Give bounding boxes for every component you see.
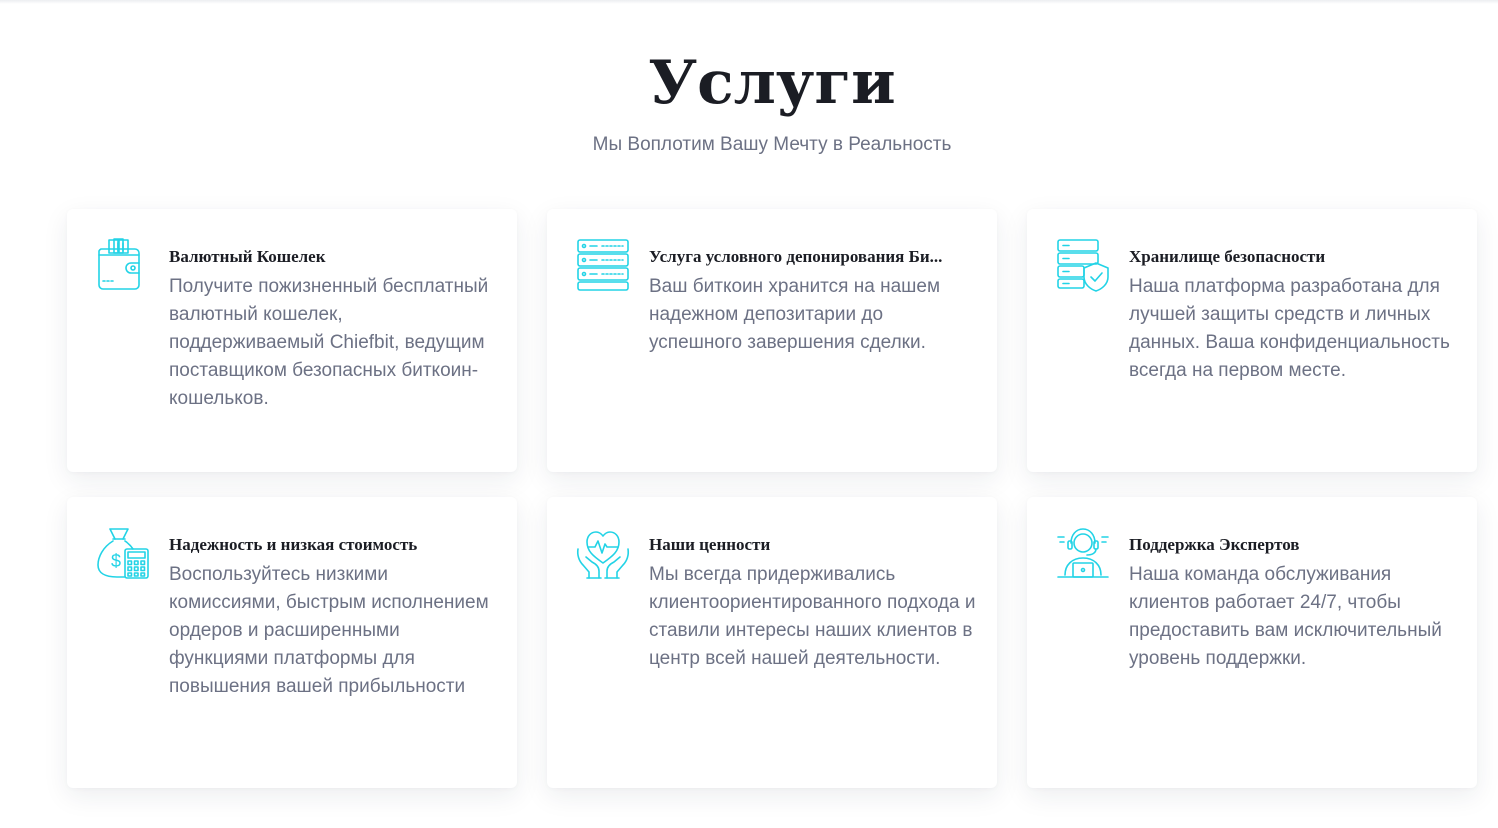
card-text: Получите пожизненный бесплатный валютный кошелек, поддерживаемый Chiefbit, ведущим поставщиком безопасных биткоин-кошельков.	[169, 276, 489, 409]
server-shield-icon	[1055, 237, 1111, 293]
support-agent-icon	[1055, 525, 1111, 581]
section-title: Услуги	[648, 48, 896, 118]
money-bag-calculator-icon	[95, 525, 151, 581]
card-title: Надежность и низкая стоимость	[169, 535, 418, 554]
service-card-security	[1027, 209, 1477, 472]
card-text: Мы всегда придерживались клиентоориентированного подхода и ставили интересы наших клиентов в центр всей нашей деятельности.	[649, 564, 976, 669]
service-card-reliability	[67, 497, 517, 788]
card-title: Хранилище безопасности	[1129, 247, 1326, 266]
card-text: Наша платформа разработана для лучшей защиты средств и личных данных. Ваша конфиденциальность всегда на первом месте.	[1129, 276, 1450, 381]
card-text: Наша команда обслуживания клиентов работает 24/7, чтобы предоставить вам исключительный уровень поддержки.	[1129, 564, 1442, 669]
service-card-support	[1027, 497, 1477, 788]
svg-text:$: $	[111, 551, 122, 571]
section-subtitle: Мы Воплотим Вашу Мечту в Реальность	[592, 134, 952, 155]
card-title: Наши ценности	[649, 535, 771, 554]
service-card-values	[547, 497, 997, 788]
card-title: Валютный Кошелек	[169, 247, 326, 266]
service-card-wallet	[67, 209, 517, 472]
heart-hands-icon	[575, 525, 631, 581]
server-icon	[575, 237, 631, 293]
service-card-escrow	[547, 209, 997, 472]
card-title: Услуга условного депонирования Би...	[649, 247, 943, 266]
card-text: Воспользуйтесь низкими комиссиями, быстрым исполнением ордеров и расширенными функциями платформы для повышения вашей прибыльности	[169, 564, 489, 697]
wallet-icon	[95, 237, 151, 293]
card-title: Поддержка Экспертов	[1129, 535, 1300, 554]
card-text: Ваш биткоин хранится на нашем надежном депозитарии до успешного завершения сделки.	[649, 276, 941, 353]
header-shadow	[0, 0, 1498, 4]
